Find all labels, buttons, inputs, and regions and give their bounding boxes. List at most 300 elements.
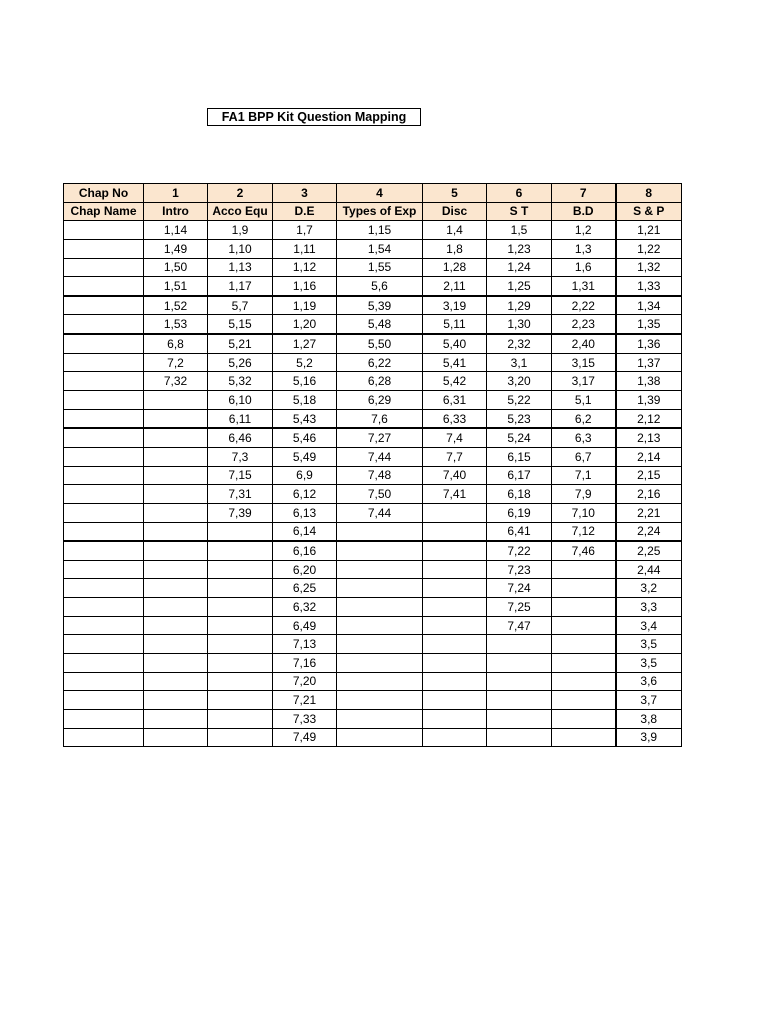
question-cell <box>144 503 208 522</box>
question-cell: 1,49 <box>144 239 208 258</box>
question-cell: 3,7 <box>616 691 682 710</box>
question-cell: 7,31 <box>208 485 273 504</box>
question-cell <box>144 428 208 447</box>
question-cell <box>487 672 552 691</box>
question-cell: 3,5 <box>616 635 682 654</box>
question-cell: 2,24 <box>616 522 682 541</box>
question-cell: 6,16 <box>273 541 337 560</box>
question-cell <box>144 654 208 673</box>
question-cell: 1,11 <box>273 239 337 258</box>
question-cell: 3,3 <box>616 598 682 617</box>
question-cell: 7,9 <box>552 485 616 504</box>
question-cell <box>423 635 487 654</box>
header-cell: S T <box>487 202 552 221</box>
question-cell <box>337 560 423 579</box>
question-cell <box>208 598 273 617</box>
table-row <box>64 372 682 391</box>
question-cell <box>144 598 208 617</box>
row-label: Chap No <box>64 184 144 203</box>
question-cell: 5,23 <box>487 409 552 428</box>
question-cell: 1,10 <box>208 239 273 258</box>
question-cell: 1,25 <box>487 277 552 296</box>
question-cell: 1,36 <box>616 334 682 353</box>
question-cell <box>144 409 208 428</box>
question-cell: 6,7 <box>552 447 616 466</box>
table-row <box>64 447 682 466</box>
chapter-name-row <box>64 202 682 221</box>
question-cell: 1,4 <box>423 221 487 240</box>
question-cell: 6,3 <box>552 428 616 447</box>
table-row <box>64 428 682 447</box>
question-cell: 1,22 <box>616 239 682 258</box>
empty-cell <box>64 579 144 598</box>
question-cell: 1,5 <box>487 221 552 240</box>
empty-cell <box>64 296 144 315</box>
question-cell <box>144 447 208 466</box>
question-cell: 7,44 <box>337 503 423 522</box>
question-cell: 7,41 <box>423 485 487 504</box>
empty-cell <box>64 503 144 522</box>
question-cell: 5,42 <box>423 372 487 391</box>
question-cell: 7,2 <box>144 353 208 372</box>
empty-cell <box>64 616 144 635</box>
question-cell: 1,54 <box>337 239 423 258</box>
question-cell: 7,20 <box>273 672 337 691</box>
question-cell: 3,15 <box>552 353 616 372</box>
question-cell: 5,32 <box>208 372 273 391</box>
question-cell: 7,21 <box>273 691 337 710</box>
question-cell <box>144 635 208 654</box>
empty-cell <box>64 447 144 466</box>
header-cell: 4 <box>337 184 423 203</box>
question-cell <box>144 672 208 691</box>
question-cell: 2,14 <box>616 447 682 466</box>
question-cell <box>487 691 552 710</box>
question-cell: 1,20 <box>273 315 337 334</box>
header-cell: D.E <box>273 202 337 221</box>
question-cell: 5,16 <box>273 372 337 391</box>
table-row <box>64 579 682 598</box>
question-cell: 7,23 <box>487 560 552 579</box>
question-cell <box>423 672 487 691</box>
question-cell <box>423 560 487 579</box>
question-cell <box>208 560 273 579</box>
question-cell: 2,44 <box>616 560 682 579</box>
question-cell <box>337 691 423 710</box>
question-cell <box>144 709 208 728</box>
question-cell: 7,32 <box>144 372 208 391</box>
question-cell: 5,39 <box>337 296 423 315</box>
question-cell: 5,11 <box>423 315 487 334</box>
question-cell: 7,49 <box>273 728 337 747</box>
question-cell <box>337 616 423 635</box>
question-cell: 6,29 <box>337 391 423 410</box>
question-cell <box>144 485 208 504</box>
table-row <box>64 485 682 504</box>
question-cell: 5,18 <box>273 391 337 410</box>
question-cell <box>487 728 552 747</box>
question-cell: 7,27 <box>337 428 423 447</box>
question-cell: 7,33 <box>273 709 337 728</box>
question-cell: 5,46 <box>273 428 337 447</box>
question-cell: 6,14 <box>273 522 337 541</box>
question-cell: 1,27 <box>273 334 337 353</box>
question-cell <box>337 709 423 728</box>
question-cell: 1,51 <box>144 277 208 296</box>
question-cell: 1,38 <box>616 372 682 391</box>
question-cell: 2,13 <box>616 428 682 447</box>
question-cell: 7,7 <box>423 447 487 466</box>
empty-cell <box>64 635 144 654</box>
question-cell: 6,28 <box>337 372 423 391</box>
question-cell: 6,41 <box>487 522 552 541</box>
question-cell <box>208 654 273 673</box>
question-cell: 5,41 <box>423 353 487 372</box>
question-cell: 1,9 <box>208 221 273 240</box>
question-cell: 7,46 <box>552 541 616 560</box>
question-cell: 7,40 <box>423 466 487 485</box>
table-row <box>64 691 682 710</box>
question-cell <box>144 560 208 579</box>
question-cell: 1,15 <box>337 221 423 240</box>
header-cell: Intro <box>144 202 208 221</box>
question-cell: 1,52 <box>144 296 208 315</box>
question-cell <box>423 709 487 728</box>
question-cell: 5,48 <box>337 315 423 334</box>
question-cell: 7,13 <box>273 635 337 654</box>
question-cell <box>552 579 616 598</box>
question-cell: 1,28 <box>423 258 487 277</box>
empty-cell <box>64 334 144 353</box>
question-cell <box>144 579 208 598</box>
question-cell: 6,13 <box>273 503 337 522</box>
question-cell: 7,39 <box>208 503 273 522</box>
question-cell <box>144 466 208 485</box>
question-cell: 6,19 <box>487 503 552 522</box>
question-cell: 1,34 <box>616 296 682 315</box>
question-cell <box>144 541 208 560</box>
table-row <box>64 466 682 485</box>
question-cell <box>144 522 208 541</box>
question-cell: 3,19 <box>423 296 487 315</box>
empty-cell <box>64 391 144 410</box>
chapter-number-row <box>64 184 682 203</box>
question-cell <box>552 672 616 691</box>
question-cell: 7,16 <box>273 654 337 673</box>
question-cell: 1,13 <box>208 258 273 277</box>
question-cell: 7,44 <box>337 447 423 466</box>
table-row <box>64 334 682 353</box>
empty-cell <box>64 221 144 240</box>
header-cell: 5 <box>423 184 487 203</box>
question-cell <box>423 598 487 617</box>
question-cell <box>487 709 552 728</box>
question-cell: 1,53 <box>144 315 208 334</box>
question-cell <box>552 635 616 654</box>
question-cell: 5,49 <box>273 447 337 466</box>
question-cell: 5,1 <box>552 391 616 410</box>
question-cell: 7,25 <box>487 598 552 617</box>
question-cell: 6,31 <box>423 391 487 410</box>
question-cell: 5,40 <box>423 334 487 353</box>
table-row <box>64 672 682 691</box>
question-cell <box>337 672 423 691</box>
table-row <box>64 391 682 410</box>
question-cell <box>144 616 208 635</box>
question-cell <box>144 391 208 410</box>
question-cell: 1,30 <box>487 315 552 334</box>
question-cell: 6,15 <box>487 447 552 466</box>
header-cell: 8 <box>616 184 682 203</box>
question-cell: 7,6 <box>337 409 423 428</box>
question-cell: 6,18 <box>487 485 552 504</box>
question-cell <box>337 541 423 560</box>
question-cell <box>337 654 423 673</box>
empty-cell <box>64 239 144 258</box>
header-cell: B.D <box>552 202 616 221</box>
question-cell: 1,12 <box>273 258 337 277</box>
empty-cell <box>64 709 144 728</box>
question-cell: 7,47 <box>487 616 552 635</box>
empty-cell <box>64 428 144 447</box>
question-cell <box>144 728 208 747</box>
question-cell <box>423 654 487 673</box>
table-row <box>64 560 682 579</box>
table-row <box>64 296 682 315</box>
question-cell: 5,15 <box>208 315 273 334</box>
question-cell: 6,11 <box>208 409 273 428</box>
table-row <box>64 709 682 728</box>
question-cell <box>552 560 616 579</box>
question-cell: 3,9 <box>616 728 682 747</box>
question-cell: 5,7 <box>208 296 273 315</box>
question-cell <box>552 654 616 673</box>
question-cell: 1,50 <box>144 258 208 277</box>
question-cell: 6,49 <box>273 616 337 635</box>
table-row <box>64 503 682 522</box>
empty-cell <box>64 522 144 541</box>
question-cell: 5,26 <box>208 353 273 372</box>
question-cell: 1,29 <box>487 296 552 315</box>
question-cell <box>337 579 423 598</box>
question-cell: 6,33 <box>423 409 487 428</box>
question-cell <box>552 691 616 710</box>
question-cell: 6,9 <box>273 466 337 485</box>
empty-cell <box>64 728 144 747</box>
question-cell: 1,32 <box>616 258 682 277</box>
empty-cell <box>64 277 144 296</box>
question-cell: 6,46 <box>208 428 273 447</box>
question-cell: 1,37 <box>616 353 682 372</box>
table-row <box>64 315 682 334</box>
question-cell <box>208 579 273 598</box>
question-cell <box>487 654 552 673</box>
header-cell: S & P <box>616 202 682 221</box>
empty-cell <box>64 258 144 277</box>
question-cell: 7,4 <box>423 428 487 447</box>
question-cell: 5,21 <box>208 334 273 353</box>
empty-cell <box>64 372 144 391</box>
table-row <box>64 409 682 428</box>
question-cell <box>552 598 616 617</box>
question-cell: 6,22 <box>337 353 423 372</box>
table-row <box>64 522 682 541</box>
question-cell <box>423 616 487 635</box>
empty-cell <box>64 691 144 710</box>
question-cell <box>423 579 487 598</box>
question-cell: 3,17 <box>552 372 616 391</box>
question-cell <box>144 691 208 710</box>
question-cell: 3,4 <box>616 616 682 635</box>
table-row <box>64 654 682 673</box>
question-cell <box>552 728 616 747</box>
table-row <box>64 635 682 654</box>
question-cell: 1,33 <box>616 277 682 296</box>
header-cell: Types of Exp <box>337 202 423 221</box>
question-cell: 1,16 <box>273 277 337 296</box>
header-cell: Acco Equ <box>208 202 273 221</box>
empty-cell <box>64 466 144 485</box>
question-cell <box>337 598 423 617</box>
empty-cell <box>64 560 144 579</box>
header-cell: 1 <box>144 184 208 203</box>
question-cell: 7,15 <box>208 466 273 485</box>
question-cell: 6,10 <box>208 391 273 410</box>
table-row <box>64 728 682 747</box>
empty-cell <box>64 353 144 372</box>
table-row <box>64 541 682 560</box>
question-mapping-table <box>63 183 682 747</box>
question-cell <box>423 541 487 560</box>
question-cell: 2,11 <box>423 277 487 296</box>
question-cell: 1,24 <box>487 258 552 277</box>
question-cell: 6,20 <box>273 560 337 579</box>
question-cell: 1,31 <box>552 277 616 296</box>
question-cell: 1,6 <box>552 258 616 277</box>
question-cell: 1,7 <box>273 221 337 240</box>
question-cell <box>423 728 487 747</box>
header-cell: 2 <box>208 184 273 203</box>
question-cell: 3,1 <box>487 353 552 372</box>
question-cell <box>337 635 423 654</box>
header-cell: Disc <box>423 202 487 221</box>
question-cell: 1,21 <box>616 221 682 240</box>
question-cell <box>208 541 273 560</box>
page-title: FA1 BPP Kit Question Mapping <box>207 108 421 126</box>
question-cell: 3,2 <box>616 579 682 598</box>
question-cell: 5,24 <box>487 428 552 447</box>
question-cell: 1,39 <box>616 391 682 410</box>
question-cell: 6,25 <box>273 579 337 598</box>
table-row <box>64 616 682 635</box>
question-cell <box>208 616 273 635</box>
question-cell: 2,23 <box>552 315 616 334</box>
question-cell: 6,12 <box>273 485 337 504</box>
question-cell: 7,3 <box>208 447 273 466</box>
question-cell: 1,3 <box>552 239 616 258</box>
question-cell: 7,24 <box>487 579 552 598</box>
table-row <box>64 239 682 258</box>
question-cell: 7,12 <box>552 522 616 541</box>
question-cell <box>337 522 423 541</box>
question-cell: 1,55 <box>337 258 423 277</box>
question-cell: 5,2 <box>273 353 337 372</box>
table-row <box>64 353 682 372</box>
question-cell <box>423 503 487 522</box>
question-cell: 1,8 <box>423 239 487 258</box>
question-cell: 1,2 <box>552 221 616 240</box>
question-cell: 7,50 <box>337 485 423 504</box>
question-cell <box>552 616 616 635</box>
question-cell: 6,17 <box>487 466 552 485</box>
question-cell: 3,20 <box>487 372 552 391</box>
question-cell <box>487 635 552 654</box>
question-cell <box>423 691 487 710</box>
empty-cell <box>64 672 144 691</box>
question-cell: 1,14 <box>144 221 208 240</box>
question-cell: 5,50 <box>337 334 423 353</box>
question-cell: 1,17 <box>208 277 273 296</box>
empty-cell <box>64 598 144 617</box>
question-cell: 1,35 <box>616 315 682 334</box>
question-cell <box>208 691 273 710</box>
table-row <box>64 221 682 240</box>
table-row <box>64 598 682 617</box>
question-cell: 7,48 <box>337 466 423 485</box>
question-cell: 2,40 <box>552 334 616 353</box>
question-cell <box>208 709 273 728</box>
question-cell: 3,6 <box>616 672 682 691</box>
question-cell <box>208 728 273 747</box>
question-cell: 6,2 <box>552 409 616 428</box>
empty-cell <box>64 654 144 673</box>
header-cell: 3 <box>273 184 337 203</box>
question-cell: 2,25 <box>616 541 682 560</box>
question-cell: 2,16 <box>616 485 682 504</box>
empty-cell <box>64 409 144 428</box>
question-cell <box>423 522 487 541</box>
question-cell: 2,12 <box>616 409 682 428</box>
question-cell: 7,10 <box>552 503 616 522</box>
question-cell: 5,22 <box>487 391 552 410</box>
question-cell: 6,8 <box>144 334 208 353</box>
question-cell: 3,8 <box>616 709 682 728</box>
empty-cell <box>64 485 144 504</box>
question-cell: 1,19 <box>273 296 337 315</box>
table-row <box>64 258 682 277</box>
question-cell <box>208 522 273 541</box>
header-cell: 6 <box>487 184 552 203</box>
question-cell: 6,32 <box>273 598 337 617</box>
question-cell: 7,1 <box>552 466 616 485</box>
question-cell: 5,6 <box>337 277 423 296</box>
empty-cell <box>64 315 144 334</box>
question-cell: 2,21 <box>616 503 682 522</box>
table-row <box>64 277 682 296</box>
question-cell: 2,15 <box>616 466 682 485</box>
row-label: Chap Name <box>64 202 144 221</box>
header-cell: 7 <box>552 184 616 203</box>
question-cell <box>208 635 273 654</box>
question-cell <box>552 709 616 728</box>
question-cell: 5,43 <box>273 409 337 428</box>
empty-cell <box>64 541 144 560</box>
question-cell: 7,22 <box>487 541 552 560</box>
question-cell: 3,5 <box>616 654 682 673</box>
question-cell: 2,32 <box>487 334 552 353</box>
question-cell: 1,23 <box>487 239 552 258</box>
question-cell <box>337 728 423 747</box>
